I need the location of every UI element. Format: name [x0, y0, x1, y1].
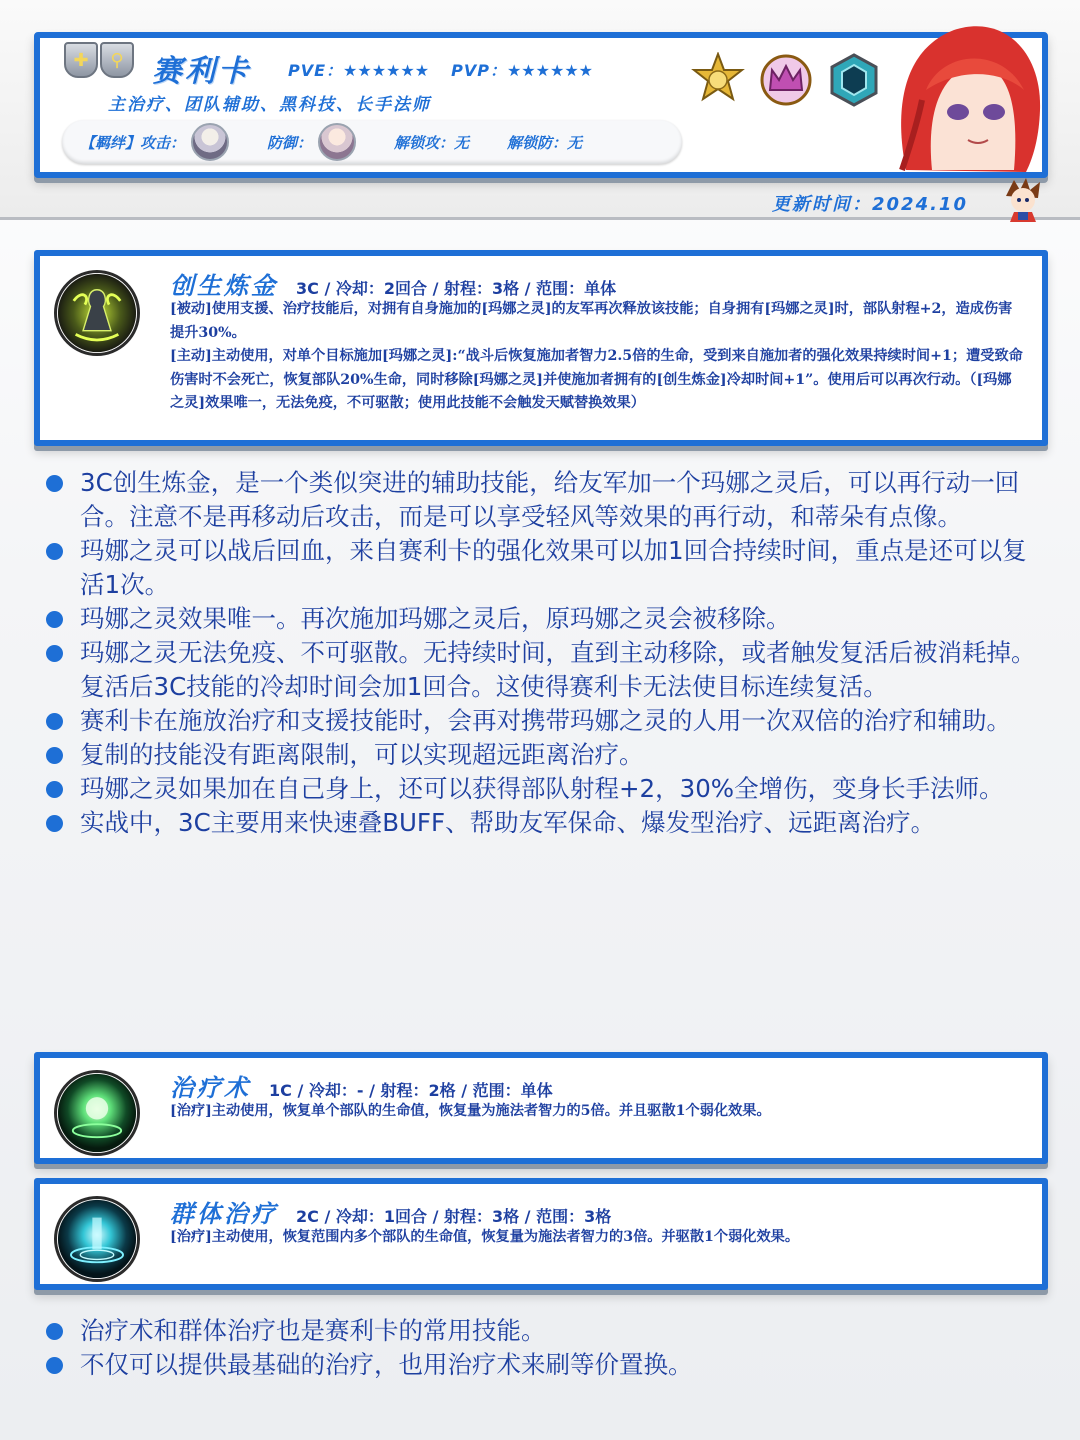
- hexagon-gem-medal-icon: [826, 52, 882, 108]
- unlock-attack-text: 解锁攻：无: [394, 133, 470, 152]
- list-item: 赛利卡在施放治疗和支援技能时，会再对携带玛娜之灵的人用一次双倍的治疗和辅助。: [46, 704, 1036, 738]
- skill-notes-list: [46, 466, 1036, 840]
- class-icons: [64, 42, 134, 78]
- skill-card-heal: [34, 1052, 1048, 1164]
- bullet-dot-icon: [46, 747, 63, 764]
- hero-name: 赛利卡: [152, 54, 251, 89]
- pve-stars: ★★★★★★: [343, 61, 430, 80]
- list-item: 复制的技能没有距离限制，可以实现超远距离治疗。: [46, 738, 1036, 772]
- bullet-dot-icon: [46, 815, 63, 832]
- alchemy-skill-icon: [54, 270, 140, 356]
- bond-bar: [62, 120, 682, 164]
- bullet-dot-icon: [46, 1357, 63, 1374]
- skill-heal-text: [治疗]主动使用，恢复单个部队的生命值，恢复量为施法者智力的5倍。并且驱散1个弱化效果。: [170, 1103, 771, 1119]
- skill-card-chuangsheng: [34, 250, 1048, 446]
- support-class-icon: ✚: [64, 42, 98, 78]
- skill-title: [170, 1194, 611, 1229]
- pve-label: PVE：: [288, 61, 344, 80]
- hero-roles: 主治疗、团队辅助、黑科技、长手法师: [108, 95, 431, 115]
- skill-active-text: [主动]主动使用，对单个目标施加[玛娜之灵]:“战斗后恢复施加者智力2.5倍的生命，受到来自施加者的强化效果持续时间+1；遭受致命伤害时不会死亡，恢复部队20%生命，同时移除[玛娜之灵]并使施加者拥有的[创生炼金]冷却时间+1”。使用后可以再次行动。（[玛娜之灵]效果唯一，无法免疫，不可驱散；使用此技能不会触发天赋替换效果）: [170, 348, 1023, 411]
- list-item: 不仅可以提供最基础的治疗，也用治疗术来刷等价置换。: [46, 1348, 1036, 1382]
- update-time: 更新时间：2024.10: [772, 194, 968, 215]
- bullet-dot-icon: [46, 475, 63, 492]
- pvp-stars: ★★★★★★: [506, 61, 594, 80]
- skill-title: [170, 1068, 553, 1103]
- skill-group-heal-text: [治疗]主动使用，恢复范围内多个部队的生命值，恢复量为施法者智力的3倍。并驱散1个弱化效果。: [170, 1229, 800, 1245]
- list-item: 玛娜之灵可以战后回血，来自赛利卡的强化效果可以加1回合持续时间，重点是还可以复活1次。: [46, 534, 1036, 602]
- skill-name: 治疗术: [170, 1074, 251, 1102]
- skill-description: [170, 298, 1024, 416]
- skill-name: 创生炼金: [170, 272, 278, 300]
- skill-description: [170, 1226, 1024, 1250]
- crown-medal-icon: [758, 52, 814, 108]
- list-item: 玛娜之灵无法免疫、不可驱散。无持续时间，直到主动移除，或者触发复活后被消耗掉。复活后3C技能的冷却时间会加1回合。这使得赛利卡无法使目标连续复活。: [46, 636, 1036, 704]
- gold-star-medal-icon: [690, 52, 746, 108]
- skill-passive-text: [被动]使用支援、治疗技能后，对拥有自身施加的[玛娜之灵]的友军再次释放该技能；自身拥有[玛娜之灵]时，部队射程+2，造成伤害提升30%。: [170, 301, 1013, 341]
- skill-meta: 2C / 冷却：1回合 / 射程：3格 / 范围：3格: [296, 1207, 612, 1226]
- bond-defense-label: 防御：: [267, 133, 313, 152]
- bullet-dot-icon: [46, 713, 63, 730]
- chibi-mascot-icon: [1000, 176, 1046, 224]
- bond-defense-avatar[interactable]: [318, 123, 356, 161]
- bullet-dot-icon: [46, 645, 63, 662]
- skill-name: 群体治疗: [170, 1200, 278, 1228]
- list-item: 玛娜之灵效果唯一。再次施加玛娜之灵后，原玛娜之灵会被移除。: [46, 602, 1036, 636]
- ratings: [288, 58, 593, 81]
- skill-meta: 1C / 冷却：- / 射程：2格 / 范围：单体: [269, 1081, 553, 1100]
- list-item: 玛娜之灵如果加在自己身上，还可以获得部队射程+2，30%全增伤，变身长手法师。: [46, 772, 1036, 806]
- skill-title: [170, 266, 616, 301]
- bond-attack-avatar[interactable]: [191, 123, 229, 161]
- bullet-dot-icon: [46, 543, 63, 560]
- hero-portrait: [892, 20, 1046, 172]
- bullet-dot-icon: [46, 1323, 63, 1340]
- unlock-defense-text: 解锁防：无: [507, 133, 583, 152]
- list-item: 3C创生炼金，是一个类似突进的辅助技能，给友军加一个玛娜之灵后，可以再行动一回合。注意不是再移动后攻击，而是可以享受轻风等效果的再行动，和蒂朵有点像。: [46, 466, 1036, 534]
- heal-notes-list: [46, 1314, 1036, 1382]
- list-item: 实战中，3C主要用来快速叠BUFF、帮助友军保命、爆发型治疗、远距离治疗。: [46, 806, 1036, 840]
- group-heal-skill-icon: [54, 1196, 140, 1282]
- list-item: 治疗术和群体治疗也是赛利卡的常用技能。: [46, 1314, 1036, 1348]
- skill-card-group-heal: [34, 1178, 1048, 1290]
- skill-description: [170, 1100, 1024, 1124]
- bond-attack-label: 【羁绊】攻击：: [80, 133, 186, 152]
- hero-info-card: [34, 32, 1048, 178]
- pvp-label: PVP：: [451, 61, 507, 80]
- heal-skill-icon: [54, 1070, 140, 1156]
- bullet-dot-icon: [46, 611, 63, 628]
- bullet-dot-icon: [46, 781, 63, 798]
- skill-meta: 3C / 冷却：2回合 / 射程：3格 / 范围：单体: [296, 279, 617, 298]
- magic-class-icon: ⚲: [100, 42, 134, 78]
